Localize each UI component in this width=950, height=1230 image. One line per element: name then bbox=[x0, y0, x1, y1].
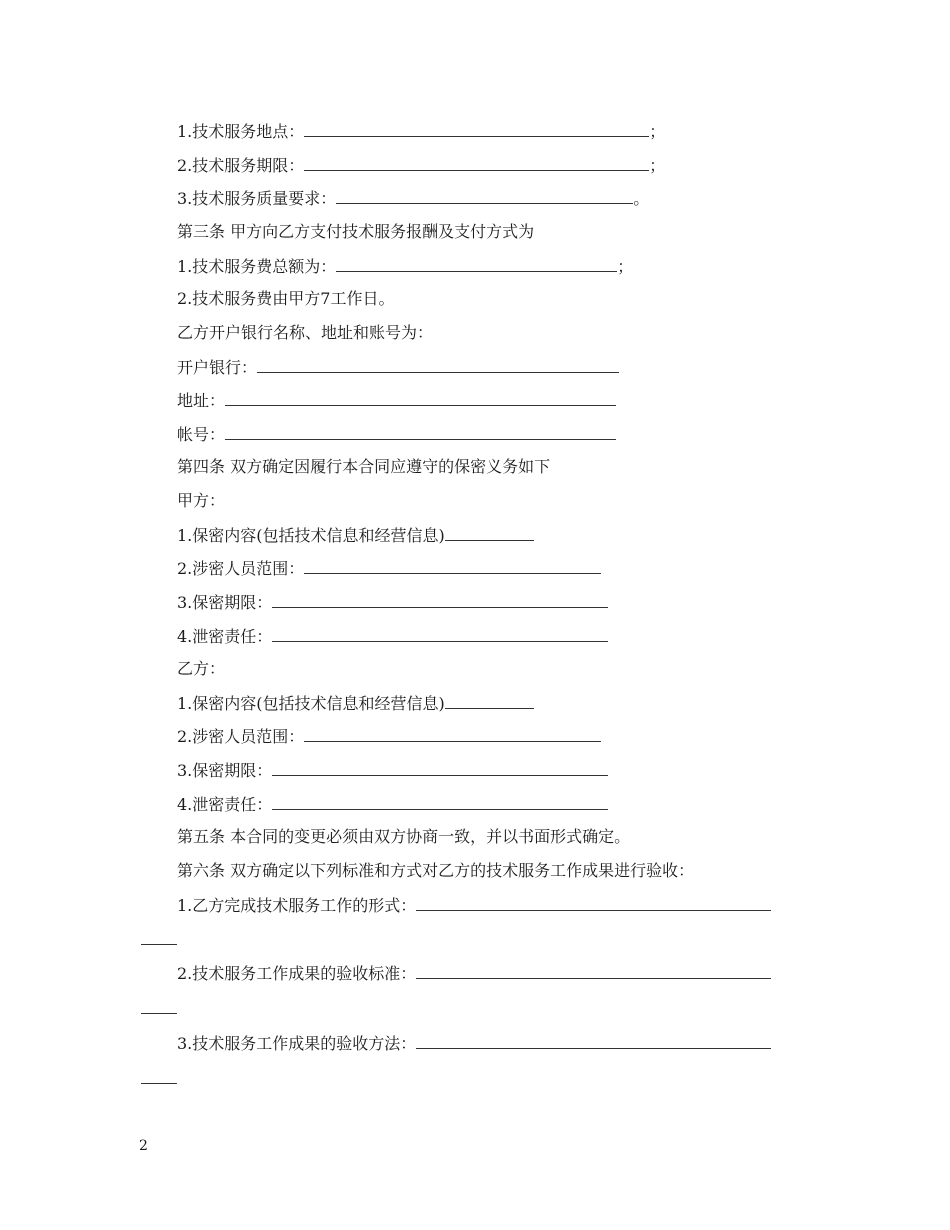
article-heading bbox=[177, 222, 534, 242]
clause-line bbox=[177, 592, 608, 612]
line-text: 2.技术服务工作成果的验收标准： bbox=[177, 964, 417, 983]
line-text: 第五条 本合同的变更必须由双方协商一致，并以书面形式确定。 bbox=[177, 827, 631, 846]
line-suffix: ； bbox=[649, 156, 666, 175]
line-text: 2.涉密人员范围： bbox=[177, 727, 305, 746]
line-text: 3.技术服务质量要求： bbox=[177, 189, 337, 208]
clause-line bbox=[177, 1033, 771, 1053]
fill-blank[interactable] bbox=[445, 525, 534, 541]
line-text: 4.泄密责任： bbox=[177, 795, 273, 814]
clause-line bbox=[177, 626, 608, 646]
line-text: 乙方开户银行名称、地址和账号为： bbox=[177, 323, 434, 342]
clause-line bbox=[177, 726, 601, 746]
line-text: 3.保密期限： bbox=[177, 761, 273, 780]
clause-line bbox=[177, 794, 608, 814]
line-text: 第六条 双方确定以下列标准和方式对乙方的技术服务工作成果进行验收： bbox=[177, 861, 695, 880]
line-text: 1.乙方完成技术服务工作的形式： bbox=[177, 896, 417, 915]
article-heading bbox=[177, 827, 630, 847]
line-text: 1.保密内容(包括技术信息和经营信息) bbox=[177, 694, 445, 713]
fill-blank[interactable] bbox=[272, 794, 608, 810]
fill-blank[interactable] bbox=[304, 558, 601, 574]
line-text: 4.泄密责任： bbox=[177, 627, 273, 646]
fill-blank[interactable] bbox=[304, 726, 601, 742]
fill-blank[interactable] bbox=[445, 693, 534, 709]
fill-blank-continuation[interactable] bbox=[141, 1013, 177, 1014]
fill-blank[interactable] bbox=[416, 1033, 771, 1049]
fill-blank-continuation[interactable] bbox=[141, 944, 177, 945]
clause-line bbox=[177, 895, 771, 915]
fill-blank-continuation[interactable] bbox=[141, 1083, 177, 1084]
clause-line bbox=[177, 357, 619, 377]
clause-line bbox=[177, 188, 649, 208]
clause-line bbox=[177, 323, 433, 343]
clause-line bbox=[177, 121, 665, 141]
fill-blank[interactable] bbox=[225, 390, 616, 406]
party-heading bbox=[177, 659, 225, 679]
fill-blank[interactable] bbox=[272, 760, 608, 776]
line-text: 帐号： bbox=[177, 425, 226, 444]
line-text: 2.技术服务费由甲方7工作日。 bbox=[177, 289, 395, 308]
fill-blank[interactable] bbox=[257, 357, 619, 373]
fill-blank[interactable] bbox=[336, 256, 617, 272]
clause-line bbox=[177, 525, 534, 545]
clause-line bbox=[177, 424, 616, 444]
line-text: 2.涉密人员范围： bbox=[177, 559, 305, 578]
line-suffix: ； bbox=[649, 122, 666, 141]
line-text: 乙方： bbox=[177, 659, 226, 678]
line-text: 第三条 甲方向乙方支付技术服务报酬及支付方式为 bbox=[177, 222, 535, 241]
clause-line bbox=[177, 256, 633, 276]
line-text: 3.保密期限： bbox=[177, 593, 273, 612]
fill-blank[interactable] bbox=[272, 592, 608, 608]
line-text: 开户银行： bbox=[177, 358, 258, 377]
line-text: 3.技术服务工作成果的验收方法： bbox=[177, 1034, 417, 1053]
line-suffix: 。 bbox=[633, 189, 650, 208]
fill-blank[interactable] bbox=[416, 895, 771, 911]
clause-line bbox=[177, 155, 665, 175]
line-suffix: ； bbox=[617, 257, 634, 276]
fill-blank[interactable] bbox=[336, 188, 633, 204]
fill-blank[interactable] bbox=[304, 155, 649, 171]
line-text: 甲方： bbox=[177, 491, 226, 510]
line-text: 1.技术服务地点： bbox=[177, 122, 305, 141]
clause-line bbox=[177, 963, 771, 983]
fill-blank[interactable] bbox=[304, 121, 649, 137]
line-text: 地址： bbox=[177, 391, 226, 410]
line-text: 第四条 双方确定因履行本合同应遵守的保密义务如下 bbox=[177, 457, 551, 476]
line-text: 2.技术服务期限： bbox=[177, 156, 305, 175]
page-number: 2 bbox=[139, 1138, 148, 1154]
clause-line bbox=[177, 558, 601, 578]
line-text: 1.技术服务费总额为： bbox=[177, 257, 337, 276]
clause-line bbox=[177, 760, 608, 780]
article-heading bbox=[177, 861, 694, 881]
article-heading bbox=[177, 457, 550, 477]
party-heading bbox=[177, 491, 225, 511]
fill-blank[interactable] bbox=[272, 626, 608, 642]
clause-line bbox=[177, 289, 394, 309]
fill-blank[interactable] bbox=[416, 963, 771, 979]
clause-line bbox=[177, 390, 616, 410]
fill-blank[interactable] bbox=[225, 424, 616, 440]
clause-line bbox=[177, 693, 534, 713]
line-text: 1.保密内容(包括技术信息和经营信息) bbox=[177, 526, 445, 545]
